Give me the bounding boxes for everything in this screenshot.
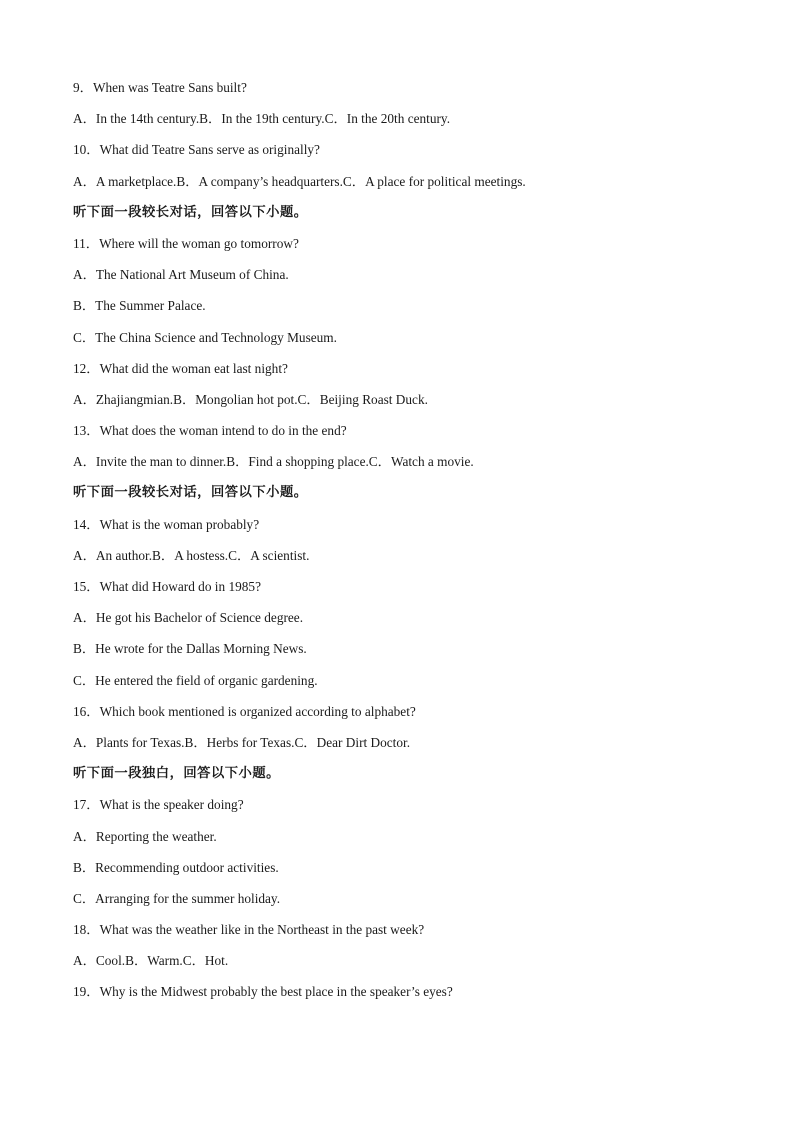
question-17: 17．What is the speaker doing? bbox=[73, 797, 244, 813]
question-11-option-c: C．The China Science and Technology Museum. bbox=[73, 329, 337, 345]
question-18-options: A．Cool.B．Warm.C．Hot. bbox=[73, 953, 229, 969]
question-10: 10．What did Teatre Sans serve as originally? bbox=[73, 142, 320, 158]
question-13-options: A．Invite the man to dinner.B．Find a shopping place.C．Watch a movie. bbox=[73, 454, 474, 470]
question-12: 12．What did the woman eat last night? bbox=[73, 360, 288, 376]
question-14-options: A．An author.B．A hostess.C．A scientist. bbox=[73, 547, 310, 563]
question-10-options: A．A marketplace.B．A company’s headquarters.C．A place for political meetings. bbox=[73, 173, 526, 189]
question-9: 9．When was Teatre Sans built? bbox=[73, 80, 247, 95]
question-9-options: A．In the 14th century.B．In the 19th century.C．In the 20th century. bbox=[73, 111, 451, 127]
document-page bbox=[73, 78, 773, 1014]
question-17-option-b: B．Recommending outdoor activities. bbox=[73, 859, 279, 875]
question-12-options: A．Zhajiangmian.B．Mongolian hot pot.C．Beijing Roast Duck. bbox=[73, 391, 428, 407]
question-13: 13．What does the woman intend to do in the end? bbox=[73, 423, 347, 439]
question-18: 18．What was the weather like in the Northeast in the past week? bbox=[73, 922, 425, 938]
question-19: 19．Why is the Midwest probably the best place in the speaker’s eyes? bbox=[73, 984, 453, 1000]
section-heading-monologue: 听下面一段独白，回答以下小题。 bbox=[73, 766, 280, 782]
question-14: 14．What is the woman probably? bbox=[73, 516, 260, 532]
section-heading-dialogue: 听下面一段较长对话，回答以下小题。 bbox=[73, 485, 308, 501]
question-15: 15．What did Howard do in 1985? bbox=[73, 579, 261, 594]
section-heading-dialogue: 听下面一段较长对话，回答以下小题。 bbox=[73, 204, 308, 220]
question-15-option-b: B．He wrote for the Dallas Morning News. bbox=[73, 641, 307, 657]
question-16: 16．Which book mentioned is organized according to alphabet? bbox=[73, 703, 416, 719]
question-11-option-a: A．The National Art Museum of China. bbox=[73, 267, 289, 283]
question-15-option-c: C．He entered the field of organic gardening. bbox=[73, 672, 318, 688]
question-11: 11．Where will the woman go tomorrow? bbox=[73, 235, 299, 251]
question-17-option-c: C．Arranging for the summer holiday. bbox=[73, 890, 281, 906]
question-11-option-b: B．The Summer Palace. bbox=[73, 298, 206, 314]
question-16-options: A．Plants for Texas.B．Herbs for Texas.C．Dear Dirt Doctor. bbox=[73, 734, 411, 750]
question-15-option-a: A．He got his Bachelor of Science degree. bbox=[73, 610, 304, 626]
question-17-option-a: A．Reporting the weather. bbox=[73, 828, 217, 844]
